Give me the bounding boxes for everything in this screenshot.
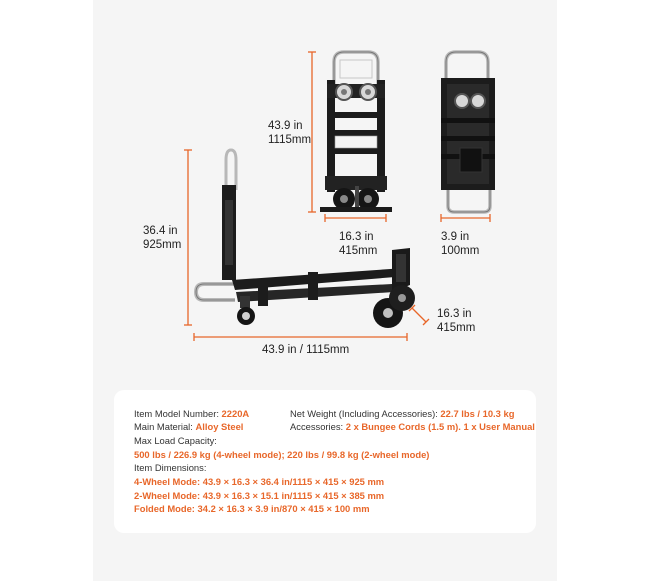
upright-hand-truck	[320, 52, 392, 212]
spec-model-value: 2220A	[221, 408, 250, 419]
cart-height-mm: 925mm	[143, 239, 182, 251]
upright-height-inches: 43.9 in	[268, 120, 303, 132]
spec-weight-label: Net Weight (Including Accessories):	[290, 408, 438, 419]
spec-model-label: Item Model Number:	[134, 408, 219, 419]
cart-length-label: 43.9 in / 1115mm	[262, 344, 350, 356]
spec-material-value: Alloy Steel	[195, 421, 244, 432]
spec-material-label: Main Material:	[134, 421, 193, 432]
spec-capacity-value: 500 lbs / 226.9 kg (4-wheel mode); 220 lbs / 99.8 kg (2-wheel mode)	[134, 449, 430, 460]
spec-weight-value: 22.7 lbs / 10.3 kg	[440, 408, 515, 419]
spec-material	[134, 421, 243, 433]
cart-width-inches: 16.3 in	[437, 308, 472, 320]
cart-height-label	[143, 224, 181, 252]
cart-width-label	[437, 307, 475, 335]
spec-weight	[290, 408, 514, 420]
upright-width-mm: 415mm	[339, 245, 378, 257]
upright-width-label	[339, 230, 377, 258]
spec-accessories	[290, 421, 535, 433]
folded-depth-mm: 100mm	[441, 245, 480, 257]
spec-folded: Folded Mode: 34.2 × 16.3 × 3.9 in/870 × 415 × 100 mm	[134, 503, 370, 514]
folded-depth-inches: 3.9 in	[441, 231, 470, 243]
cart-height-inches: 36.4 in	[143, 225, 178, 237]
spec-four-wheel: 4-Wheel Mode: 43.9 × 16.3 × 36.4 in/1115 × 415 × 925 mm	[134, 476, 385, 487]
spec-model	[134, 408, 249, 420]
upright-height-label	[268, 119, 311, 147]
spec-accessories-label: Accessories:	[290, 421, 344, 432]
upright-width-inches: 16.3 in	[339, 231, 374, 243]
cart-width-mm: 415mm	[437, 322, 476, 334]
folded-depth-label	[441, 230, 479, 258]
specifications-panel	[114, 390, 536, 533]
folded-hand-truck	[441, 52, 495, 212]
spec-accessories-value: 2 x Bungee Cords (1.5 m). 1 x User Manual	[345, 421, 535, 432]
spec-dimensions-label: Item Dimensions:	[134, 462, 207, 473]
spec-two-wheel: 2-Wheel Mode: 43.9 × 16.3 × 15.1 in/1115 × 415 × 385 mm	[134, 490, 385, 501]
spec-capacity-label: Max Load Capacity:	[134, 435, 217, 446]
upright-height-mm: 1115mm	[268, 134, 312, 146]
